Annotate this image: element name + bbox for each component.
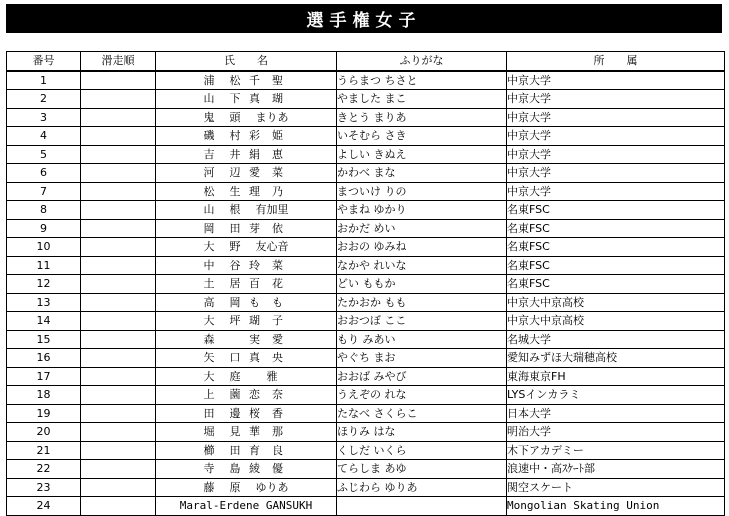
skate-order xyxy=(81,127,156,146)
entry-number: 5 xyxy=(7,145,81,164)
family-name-char: 谷 xyxy=(229,258,241,272)
skate-order xyxy=(81,478,156,497)
affiliation: 中京大学 xyxy=(507,164,725,183)
table-row xyxy=(7,201,725,220)
given-name: 芽依 xyxy=(249,221,295,235)
skater-name-parts xyxy=(196,275,296,292)
table-row xyxy=(7,312,725,331)
family-name-char: 森 xyxy=(203,332,215,346)
entry-number: 14 xyxy=(7,312,81,331)
skater-kana: くしだ いくら xyxy=(337,441,507,460)
table-row xyxy=(7,256,725,275)
affiliation: 中京大中京高校 xyxy=(507,312,725,331)
given-name: 彩姫 xyxy=(249,129,295,143)
given-name: まりあ xyxy=(255,110,289,124)
given-name: 綾優 xyxy=(249,462,295,476)
family-name-char: 櫛 xyxy=(203,443,215,457)
affiliation: 中京大学 xyxy=(507,182,725,201)
affiliation: 日本大学 xyxy=(507,404,725,423)
table-row xyxy=(7,497,725,516)
table-row xyxy=(7,108,725,127)
skater-kana: おおつぼ ここ xyxy=(337,312,507,331)
family-name-char: 田 xyxy=(229,443,241,457)
family-name-char: 寺 xyxy=(203,462,215,476)
header-number: 番号 xyxy=(7,52,81,71)
family-name-char: 居 xyxy=(229,277,241,291)
skater-kana: まついけ りの xyxy=(337,182,507,201)
skate-order xyxy=(81,90,156,109)
family-name-char: 大 xyxy=(203,314,215,328)
affiliation: 東海東京FH xyxy=(507,367,725,386)
family-name-char: 磯 xyxy=(203,129,215,143)
header-row xyxy=(7,52,725,71)
given-name: ゆりあ xyxy=(255,480,289,494)
skater-name xyxy=(156,71,337,90)
entry-number: 16 xyxy=(7,349,81,368)
skater-name-parts xyxy=(196,442,296,459)
table-row xyxy=(7,164,725,183)
entry-number: 4 xyxy=(7,127,81,146)
skate-order xyxy=(81,441,156,460)
skate-order xyxy=(81,164,156,183)
entry-number: 23 xyxy=(7,478,81,497)
family-name-char: 大 xyxy=(203,240,215,254)
skater-kana: なかや れいな xyxy=(337,256,507,275)
skater-name-parts xyxy=(196,423,296,440)
given-name: 玲菜 xyxy=(249,258,295,272)
skate-order xyxy=(81,349,156,368)
skate-order xyxy=(81,108,156,127)
skater-kana: かわべ まな xyxy=(337,164,507,183)
skater-name-parts xyxy=(196,349,296,366)
skater-name-parts xyxy=(196,146,296,163)
affiliation: 関空スケート xyxy=(507,478,725,497)
skate-order xyxy=(81,312,156,331)
skater-name-parts xyxy=(196,238,296,255)
skater-kana: やまね ゆかり xyxy=(337,201,507,220)
affiliation: 明治大学 xyxy=(507,423,725,442)
given-name: 華那 xyxy=(249,425,295,439)
given-name: 育良 xyxy=(249,443,295,457)
table-row xyxy=(7,478,725,497)
family-name-char: 土 xyxy=(203,277,215,291)
table-row xyxy=(7,182,725,201)
given-name: 百花 xyxy=(249,277,295,291)
table-row xyxy=(7,275,725,294)
skater-kana: たかおか もも xyxy=(337,293,507,312)
skater-name xyxy=(156,460,337,479)
skater-kana: おかだ めい xyxy=(337,219,507,238)
skater-kana: たなべ さくらこ xyxy=(337,404,507,423)
skater-name xyxy=(156,275,337,294)
skater-name xyxy=(156,497,337,516)
family-name-char: 岡 xyxy=(229,295,241,309)
skate-order xyxy=(81,71,156,90)
table-row xyxy=(7,460,725,479)
skater-name-parts xyxy=(196,201,296,218)
affiliation: 名東FSC xyxy=(507,275,725,294)
skater-name-parts xyxy=(196,460,296,477)
table-row xyxy=(7,386,725,405)
affiliation: 名城大学 xyxy=(507,330,725,349)
affiliation: 名東FSC xyxy=(507,201,725,220)
skater-kana: うえぞの れな xyxy=(337,386,507,405)
table-row xyxy=(7,238,725,257)
affiliation: 中京大中京高校 xyxy=(507,293,725,312)
skater-name xyxy=(156,219,337,238)
affiliation: 木下アカデミー xyxy=(507,441,725,460)
given-name: もも xyxy=(249,295,295,309)
given-name: 恋奈 xyxy=(249,388,295,402)
page-title: 選手権女子 xyxy=(306,11,422,31)
skate-order xyxy=(81,293,156,312)
given-name: 千聖 xyxy=(249,73,295,87)
skater-name-parts xyxy=(196,257,296,274)
family-name-char: 坪 xyxy=(229,314,241,328)
skater-name xyxy=(156,182,337,201)
given-name: 瑚子 xyxy=(249,314,295,328)
family-name-char: 頭 xyxy=(229,110,241,124)
family-name-char: 生 xyxy=(229,184,241,198)
family-name-char: 山 xyxy=(203,203,215,217)
header-kana: ふりがな xyxy=(337,52,507,71)
skater-kana xyxy=(337,497,507,516)
table-row xyxy=(7,219,725,238)
header-affiliation: 所 属 xyxy=(507,52,725,71)
skater-name-parts xyxy=(196,479,296,496)
given-name: 実愛 xyxy=(249,332,295,346)
skater-kana: おおの ゆみね xyxy=(337,238,507,257)
table-row xyxy=(7,90,725,109)
skate-order xyxy=(81,201,156,220)
family-name-char: 村 xyxy=(229,129,241,143)
affiliation: 名東FSC xyxy=(507,219,725,238)
skater-name xyxy=(156,478,337,497)
family-name-char: 井 xyxy=(229,147,241,161)
skater-kana: やました まこ xyxy=(337,90,507,109)
roster-body xyxy=(7,71,725,516)
skate-order xyxy=(81,256,156,275)
entry-number: 7 xyxy=(7,182,81,201)
family-name-char: 岡 xyxy=(203,221,215,235)
skater-kana: ふじわら ゆりあ xyxy=(337,478,507,497)
skater-name xyxy=(156,423,337,442)
affiliation: 愛知みずほ大瑞穂高校 xyxy=(507,349,725,368)
given-name: 愛菜 xyxy=(249,166,295,180)
skater-name-parts xyxy=(196,220,296,237)
skater-kana: おおば みやび xyxy=(337,367,507,386)
skater-name xyxy=(156,349,337,368)
given-name: 有加里 xyxy=(255,203,289,217)
skater-name-parts xyxy=(196,312,296,329)
affiliation: 中京大学 xyxy=(507,90,725,109)
skater-name xyxy=(156,90,337,109)
given-name: 理乃 xyxy=(249,184,295,198)
family-name-char: 島 xyxy=(229,462,241,476)
affiliation: 中京大学 xyxy=(507,108,725,127)
skater-name xyxy=(156,238,337,257)
table-row xyxy=(7,404,725,423)
skater-name xyxy=(156,367,337,386)
table-row xyxy=(7,423,725,442)
skater-name xyxy=(156,256,337,275)
roster-table xyxy=(6,51,725,516)
entry-number: 6 xyxy=(7,164,81,183)
affiliation: 浪速中・高ｽｹｰﾄ部 xyxy=(507,460,725,479)
table-row xyxy=(7,127,725,146)
family-name-char: 根 xyxy=(229,203,241,217)
family-name-char: 松 xyxy=(229,73,241,87)
skate-order xyxy=(81,423,156,442)
table-row xyxy=(7,145,725,164)
entry-number: 18 xyxy=(7,386,81,405)
table-row xyxy=(7,293,725,312)
skater-kana: もり みあい xyxy=(337,330,507,349)
skater-kana: ほりみ はな xyxy=(337,423,507,442)
family-name-char: 山 xyxy=(203,92,215,106)
skater-name xyxy=(156,404,337,423)
entry-number: 12 xyxy=(7,275,81,294)
affiliation: 名東FSC xyxy=(507,238,725,257)
skater-name-parts xyxy=(196,405,296,422)
given-name: 雅 xyxy=(266,369,278,383)
entry-number: 10 xyxy=(7,238,81,257)
skater-kana: きとう まりあ xyxy=(337,108,507,127)
given-name: 絹恵 xyxy=(249,147,295,161)
entry-number: 2 xyxy=(7,90,81,109)
family-name-char: 下 xyxy=(229,92,241,106)
given-name: 桜香 xyxy=(249,406,295,420)
skater-name-parts xyxy=(196,368,296,385)
skater-name-parts xyxy=(196,183,296,200)
skater-name xyxy=(156,201,337,220)
entry-number: 1 xyxy=(7,71,81,90)
table-row xyxy=(7,441,725,460)
skater-name xyxy=(156,145,337,164)
skate-order xyxy=(81,182,156,201)
skater-name xyxy=(156,108,337,127)
given-name: 真央 xyxy=(249,351,295,365)
skate-order xyxy=(81,330,156,349)
skater-name xyxy=(156,164,337,183)
entry-number: 8 xyxy=(7,201,81,220)
entry-number: 24 xyxy=(7,497,81,516)
family-name-char: 上 xyxy=(203,388,215,402)
skate-order xyxy=(81,460,156,479)
affiliation: LYSインカラミ xyxy=(507,386,725,405)
family-name-char: 見 xyxy=(229,425,241,439)
table-row xyxy=(7,330,725,349)
given-name: 友心音 xyxy=(255,240,289,254)
family-name-char: 辺 xyxy=(229,166,241,180)
skater-name-parts xyxy=(196,331,296,348)
family-name-char: 堀 xyxy=(203,425,215,439)
header-name: 氏 名 xyxy=(156,52,337,71)
skate-order xyxy=(81,219,156,238)
entry-number: 9 xyxy=(7,219,81,238)
family-name-char: 田 xyxy=(203,406,215,420)
skater-name xyxy=(156,127,337,146)
skater-kana: てらしま あゆ xyxy=(337,460,507,479)
entry-number: 11 xyxy=(7,256,81,275)
skater-name-parts xyxy=(196,90,296,107)
family-name-char: 薗 xyxy=(229,388,241,402)
skater-name-parts xyxy=(196,72,296,89)
skater-name-parts xyxy=(196,109,296,126)
title-bar xyxy=(6,4,722,33)
skater-name xyxy=(156,293,337,312)
family-name-char: 高 xyxy=(203,295,215,309)
header-skate-order: 滑走順 xyxy=(81,52,156,71)
skater-name-parts xyxy=(196,294,296,311)
skate-order xyxy=(81,386,156,405)
family-name-char: 藤 xyxy=(203,480,215,494)
skate-order xyxy=(81,275,156,294)
skate-order xyxy=(81,497,156,516)
family-name-char: 中 xyxy=(203,258,215,272)
entry-number: 17 xyxy=(7,367,81,386)
skater-name-parts xyxy=(196,386,296,403)
family-name-char: 河 xyxy=(203,166,215,180)
family-name-char: 鬼 xyxy=(203,110,215,124)
family-name-char: 野 xyxy=(229,240,241,254)
skater-name-parts xyxy=(196,127,296,144)
family-name-char: 大 xyxy=(203,369,215,383)
skater-kana: いそむら さき xyxy=(337,127,507,146)
affiliation: 中京大学 xyxy=(507,127,725,146)
entry-number: 19 xyxy=(7,404,81,423)
entry-number: 13 xyxy=(7,293,81,312)
table-row xyxy=(7,367,725,386)
affiliation: 中京大学 xyxy=(507,145,725,164)
entry-number: 15 xyxy=(7,330,81,349)
entry-number: 21 xyxy=(7,441,81,460)
skater-kana: よしい きぬえ xyxy=(337,145,507,164)
family-name-char: 松 xyxy=(203,184,215,198)
family-name-char: 庭 xyxy=(229,369,241,383)
family-name-char: 矢 xyxy=(203,351,215,365)
given-name: 真瑚 xyxy=(249,92,295,106)
entry-number: 22 xyxy=(7,460,81,479)
family-name-char: 口 xyxy=(229,351,241,365)
skater-name xyxy=(156,386,337,405)
family-name-char: 邊 xyxy=(229,406,241,420)
skate-order xyxy=(81,367,156,386)
skate-order xyxy=(81,238,156,257)
skater-name-parts xyxy=(196,164,296,181)
entry-number: 20 xyxy=(7,423,81,442)
skater-kana: うらまつ ちさと xyxy=(337,71,507,90)
family-name-char: 原 xyxy=(229,480,241,494)
skate-order xyxy=(81,145,156,164)
entry-number: 3 xyxy=(7,108,81,127)
skater-name xyxy=(156,441,337,460)
skater-name xyxy=(156,330,337,349)
table-row xyxy=(7,349,725,368)
family-name-char: 吉 xyxy=(203,147,215,161)
table-row xyxy=(7,71,725,90)
affiliation: 中京大学 xyxy=(507,71,725,90)
affiliation: 名東FSC xyxy=(507,256,725,275)
family-name-char: 田 xyxy=(229,221,241,235)
skater-name-full: Maral-Erdene GANSUKH xyxy=(179,499,313,513)
skater-name xyxy=(156,312,337,331)
skate-order xyxy=(81,404,156,423)
family-name-char: 浦 xyxy=(203,73,215,87)
skater-kana: どい ももか xyxy=(337,275,507,294)
affiliation: Mongolian Skating Union xyxy=(507,497,725,516)
skater-kana: やぐち まお xyxy=(337,349,507,368)
